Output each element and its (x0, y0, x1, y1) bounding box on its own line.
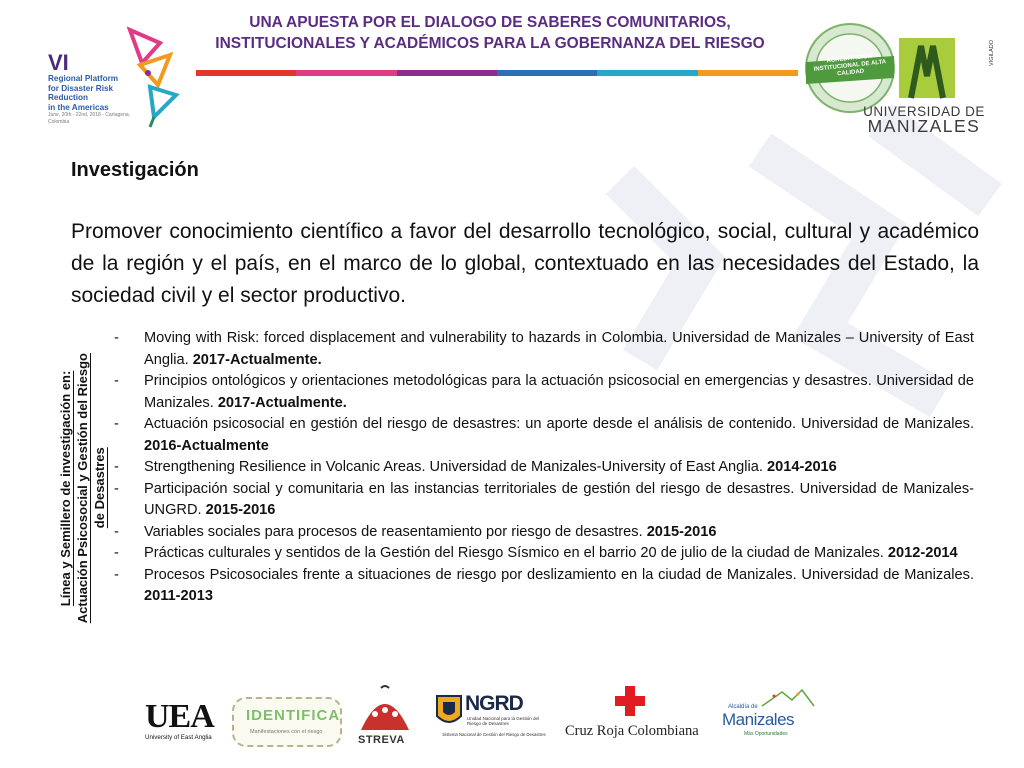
header-color-bar-segment (196, 70, 296, 76)
list-item (114, 565, 974, 608)
header-color-bar-segment (698, 70, 798, 76)
red-cross-icon (614, 685, 646, 717)
universidad-de-manizales-emblem-icon (897, 36, 957, 100)
project-text (144, 457, 974, 479)
ngrd-shield-icon (435, 694, 463, 730)
bullet-dash: - (114, 373, 119, 389)
header-color-bar-segment (497, 70, 597, 76)
header-title (190, 12, 790, 54)
bullet-dash: - (114, 566, 119, 583)
bullet-dash: - (114, 416, 119, 432)
platform-numeral: VI (48, 50, 69, 75)
university-name-line1: UNIVERSIDAD DE (863, 104, 985, 119)
project-text (144, 522, 974, 544)
project-description: Moving with Risk: forced displacement and vulnerability to hazards in Colombia. Universidad de Manizales – University of East Anglia. (144, 330, 974, 368)
bullet-dash: - (114, 480, 119, 497)
bullet-dash: - (114, 545, 119, 561)
alcaldia-tagline: Más Oportunidades (744, 731, 788, 737)
header-color-bar (196, 70, 798, 76)
university-name-line2: MANIZALES (867, 116, 981, 136)
platform-line2: for Disaster Risk Reduction (48, 83, 114, 102)
project-period: 2017-Actualmente. (217, 394, 347, 411)
project-text (144, 414, 974, 457)
uea-logo (145, 700, 215, 746)
research-line-label-line2: Actuación Psicosocial y Gestión del Riesgo (74, 352, 90, 624)
identifica-tagline: Manifestaciones con el riesgo (250, 729, 323, 735)
identifica-wordmark: IDENTIFICA (246, 707, 341, 724)
bullet-dash: - (114, 330, 119, 346)
ngrd-subtitle: Unidad Nacional para la Gestión del Riesgo de Desastres (467, 716, 540, 726)
project-period: 2017-Actualmente. (192, 351, 322, 368)
project-description: Procesos Psicosociales frente a situaciones de riesgo por deslizamiento en la ciudad de Manizales. Universidad de Manizales. (144, 566, 974, 583)
project-period: 2011-2013 (144, 588, 213, 604)
bullet-dash: - (114, 523, 119, 540)
ngrd-wordmark: NGRD (465, 692, 523, 715)
intro-paragraph: Promover conocimiento científico a favor del desarrollo tecnológico, social, cultural y académico de la región y el país, en el marco de lo global, contextuado en las necesidades del Estado, la sociedad civil y el sector productivo. (71, 220, 979, 307)
project-description: Principios ontológicos y orientaciones metodológicas para la actuación psicosocial en emergencias y desastres. Universidad de Manizales. (144, 373, 974, 411)
platform-line3: in the Americas (48, 102, 109, 112)
streva-emblem-icon (355, 684, 415, 734)
platform-line1: Regional Platform (48, 74, 119, 83)
project-description: Variables sociales para procesos de reasentamiento por riesgo de desastres. (144, 523, 647, 540)
section-title: Investigación (71, 159, 199, 181)
uea-mark: UEA (145, 698, 214, 735)
header-title-line2: INSTITUCIONALES Y ACADÉMICOS PARA LA GOBERNANZA DEL RIESGO (215, 35, 765, 52)
research-line-label-line1: Línea y Semillero de investigación en: (57, 370, 73, 606)
project-description: Prácticas culturales y sentidos de la Gestión del Riesgo Sísmico en el barrio 20 de julio de la ciudad de Manizales. (144, 545, 888, 561)
project-text (144, 543, 974, 565)
cruz-roja-wordmark: Cruz Roja Colombiana (565, 723, 699, 739)
list-item (114, 522, 974, 544)
project-period: 2015-2016 (646, 523, 717, 540)
header-title-line1: UNA APUESTA POR EL DIALOGO DE SABERES COMUNITARIOS, (249, 14, 731, 31)
project-period: 2016-Actualmente (144, 437, 269, 454)
alcaldia-manizales-logo (722, 688, 822, 746)
project-period: 2014-2016 (767, 459, 837, 475)
ngrd-system-name: Sistema Nacional de Gestión del Riesgo de Desastres (442, 732, 546, 737)
header-color-bar-segment (296, 70, 396, 76)
list-item (114, 328, 974, 371)
platform-date: June, 20th - 22nd, 2018 - Cartagena, Colombia (48, 112, 131, 125)
project-description: Participación social y comunitaria en las instancias territoriales de gestión del riesgo de desastres. Universidad de Manizales-UNGRD. (144, 480, 974, 518)
research-line-label-line3: de Desastres (91, 447, 107, 529)
project-description: Strengthening Resilience in Volcanic Areas. Universidad de Manizales-University of East Anglia. (144, 459, 767, 475)
streva-logo (355, 684, 415, 748)
uea-name: University of East Anglia (145, 734, 212, 741)
project-text (144, 565, 974, 608)
alcaldia-prefix: Alcaldía de (728, 704, 758, 710)
list-item (114, 414, 974, 457)
list-item (114, 479, 974, 522)
accreditation-seal-text: ACREDITACIÓN INSTITUCIONAL DE ALTA CALIDAD (813, 53, 887, 78)
header-color-bar-segment (597, 70, 697, 76)
projects-list (114, 328, 974, 608)
streva-wordmark: STREVA (358, 734, 405, 746)
identifica-logo (232, 697, 342, 747)
bullet-dash: - (114, 459, 119, 475)
regional-platform-logo (48, 52, 148, 126)
alcaldia-wordmark: Manizales (722, 710, 795, 729)
project-text (144, 328, 974, 371)
research-line-vertical-label (38, 338, 126, 638)
project-text (144, 479, 974, 522)
vigilado-label: VIGILADO (989, 40, 995, 66)
list-item (114, 457, 974, 479)
header-color-bar-segment (397, 70, 497, 76)
university-name (860, 104, 988, 134)
cruz-roja-logo (560, 685, 710, 745)
ngrd-logo (435, 694, 545, 744)
project-period: 2012-2014 (887, 545, 958, 561)
list-item (114, 543, 974, 565)
project-text (144, 371, 974, 414)
project-period: 2015-2016 (205, 502, 276, 518)
list-item (114, 371, 974, 414)
project-description: Actuación psicosocial en gestión del riesgo de desastres: un aporte desde el análisis de contenido. Universidad de Manizales. (144, 416, 974, 432)
